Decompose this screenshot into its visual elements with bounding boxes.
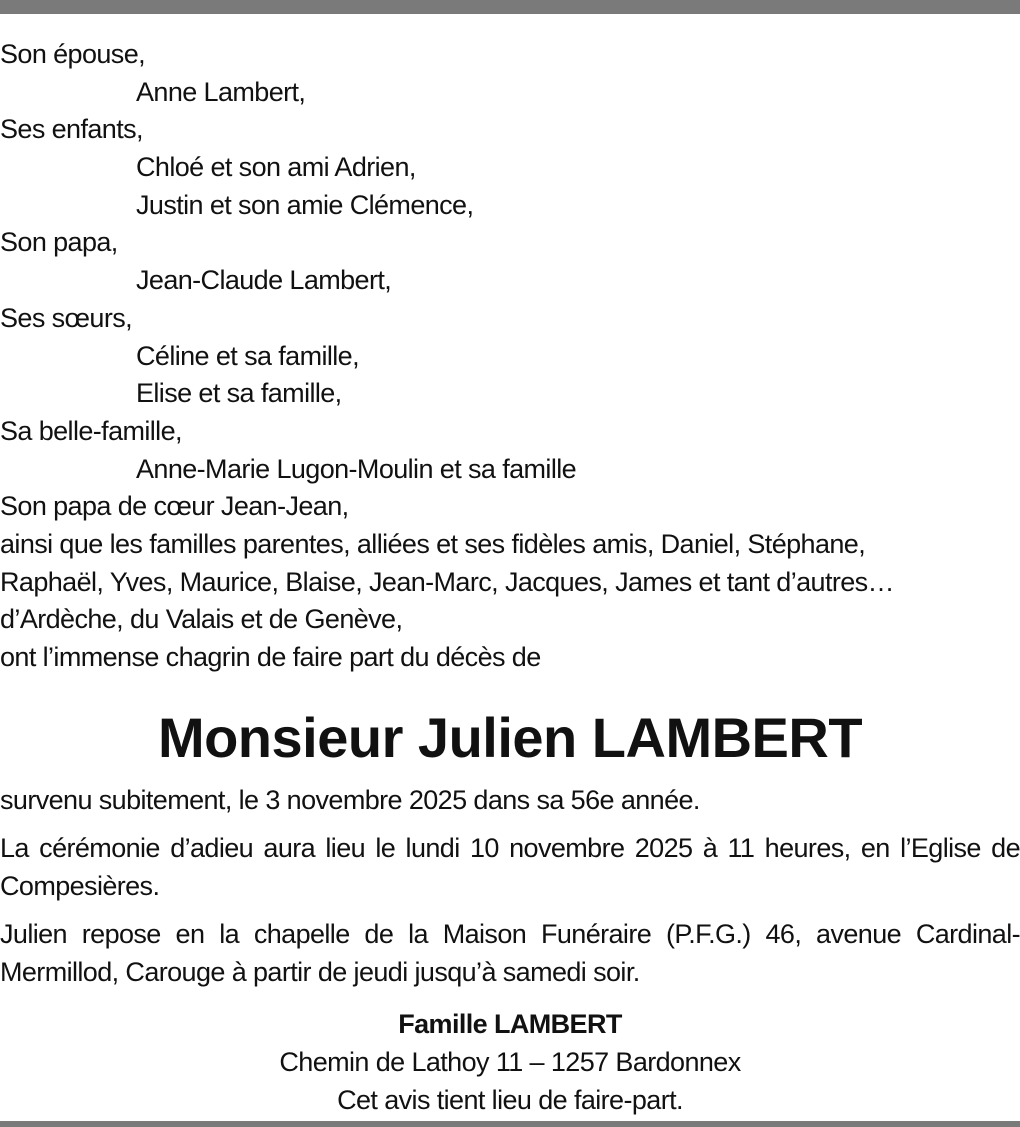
chapel-paragraph: Julien repose en la chapelle de la Maison Funéraire (P.F.G.) 46, avenue Cardinal-Mermillod, Carouge à partir de jeudi jusqu’à samedi soir. [0,918,1020,987]
deceased-name-heading: Monsieur Julien LAMBERT [157,705,863,769]
family-line: Elise et sa famille, [136,378,342,409]
family-line: Son papa, [0,227,118,258]
family-line: Son papa de cœur Jean-Jean, [0,491,349,522]
signature-family: Famille LAMBERT [398,1008,622,1039]
ceremony-paragraph: La cérémonie d’adieu aura lieu le lundi 10 novembre 2025 à 11 heures, en l’Eglise de Compesières. [0,832,1020,901]
family-list [0,36,1020,677]
family-line: Jean-Claude Lambert, [136,265,392,296]
family-line: Chloé et son ami Adrien, [136,152,416,183]
family-line: Anne-Marie Lugon-Moulin et sa famille [136,453,577,484]
family-line: Ses enfants, [0,114,143,145]
family-line: Céline et sa famille, [136,340,360,371]
signature-address: Chemin de Lathoy 11 – 1257 Bardonnex [279,1046,741,1077]
signature-note: Cet avis tient lieu de faire-part. [337,1084,683,1115]
family-line: Anne Lambert, [136,76,306,107]
obituary-notice [0,36,1020,1119]
family-line: Raphaël, Yves, Maurice, Blaise, Jean-Marc, Jacques, James et tant d’autres… [0,566,894,597]
family-line: Son épouse, [0,39,146,69]
family-line: Justin et son amie Clémence, [136,189,474,220]
family-line: ont l’immense chagrin de faire part du décès de [0,642,541,672]
family-line: Ses sœurs, [0,302,133,333]
top-border-rule [0,0,1020,14]
details-paragraphs [0,781,1020,991]
family-line: Sa belle-famille, [0,415,182,446]
signature-block [0,1005,1020,1119]
bottom-border-rule [0,1121,1020,1127]
family-line: d’Ardèche, du Valais et de Genève, [0,604,403,635]
death-date-paragraph: survenu subitement, le 3 novembre 2025 dans sa 56e année. [0,784,700,815]
family-line: ainsi que les familles parentes, alliées et ses fidèles amis, Daniel, Stéphane, [0,528,866,559]
